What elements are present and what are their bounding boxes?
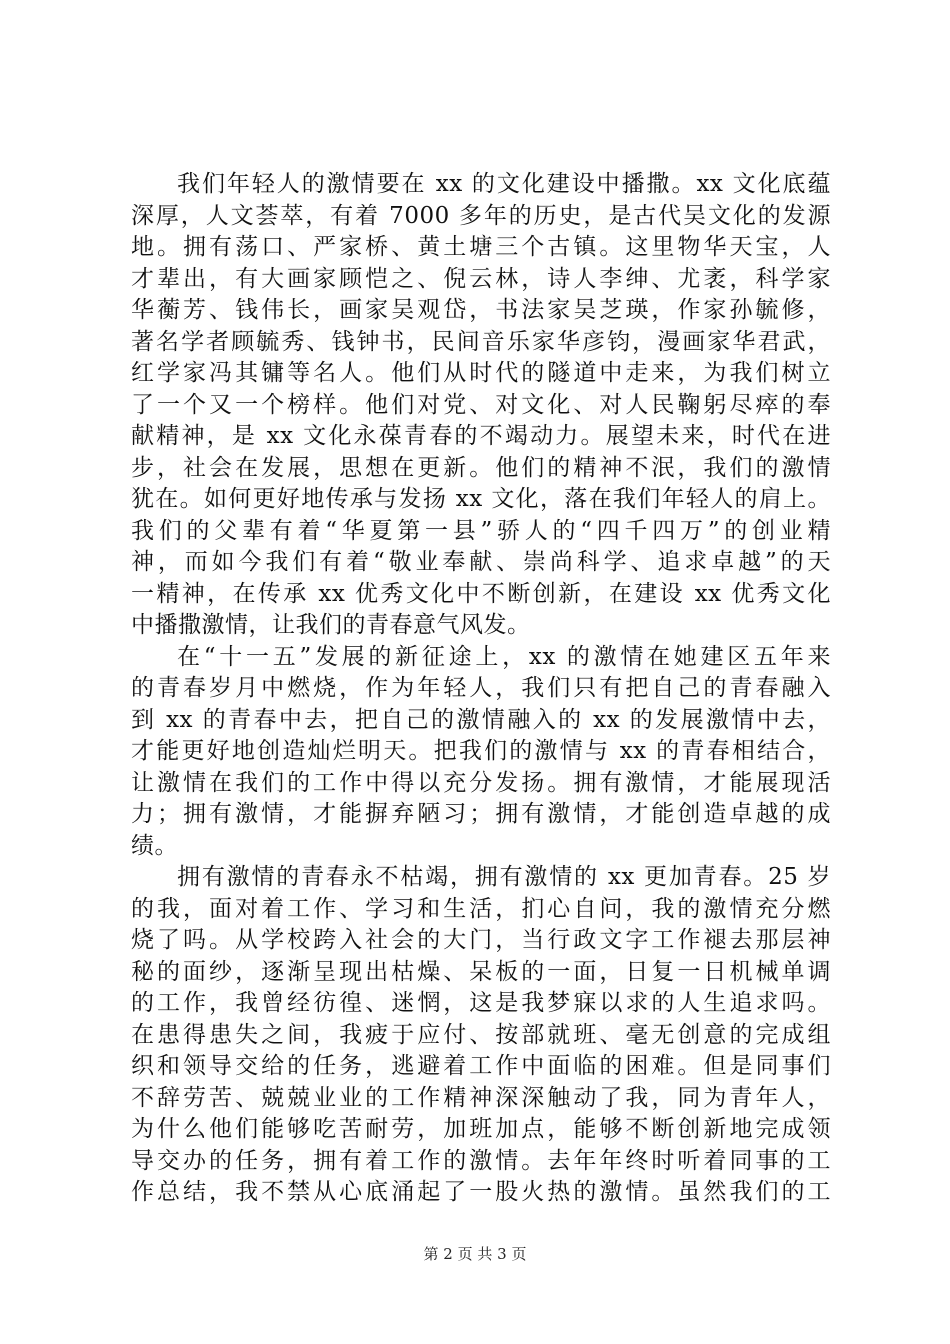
text-line: 绩。 [131,832,178,859]
text-line: 拥有激情的青春永不枯竭，拥有激情的 xx 更加青春。25 岁 [177,864,831,890]
text-line: 导交办的任务，拥有着工作的激情。去年年终时听着同事的工 [131,1147,831,1174]
text-line: 的我，面对着工作、学习和生活，扪心自问，我的激情充分燃 [131,895,831,922]
page-footer: 第 2 页 共 3 页 [423,1245,527,1263]
text-line: 在患得患失之间，我疲于应付、按部就班、毫无创意的完成组 [131,1021,831,1048]
text-line: 作总结，我不禁从心底涌起了一股火热的激情。虽然我们的工 [131,1179,831,1205]
text-line: 红学家冯其镛等名人。他们从时代的隧道中走来，为我们树立 [131,360,831,386]
text-line: 秘的面纱，逐渐呈现出枯燥、呆板的一面，日复一日机械单调 [131,958,831,985]
text-line: 著名学者顾毓秀、钱钟书，民间音乐家华彦钧，漫画家华君武， [131,328,831,355]
text-line: 的工作，我曾经彷徨、迷惘，这是我梦寐以求的人生追求吗。 [131,990,831,1016]
text-line: 的青春岁月中燃烧，作为年轻人，我们只有把自己的青春融入 [131,675,831,701]
text-line: 让激情在我们的工作中得以充分发扬。拥有激情，才能展现活 [131,769,831,796]
text-line: 织和领导交给的任务，逃避着工作中面临的困难。但是同事们 [131,1053,831,1079]
text-line: 才辈出，有大画家顾恺之、倪云林，诗人李绅、尤袤，科学家 [131,265,831,292]
text-line: 才能更好地创造灿烂明天。把我们的激情与 xx 的青春相结合， [131,738,831,764]
text-line: 地。拥有荡口、严家桥、黄土塘三个古镇。这里物华天宝，人 [131,234,831,260]
text-line: 在“十一五”发展的新征途上，xx 的激情在她建区五年来 [177,643,831,670]
text-line: 神，而如今我们有着“敬业奉献、崇尚科学、追求卓越”的天 [131,549,831,575]
text-line: 不辞劳苦、兢兢业业的工作精神深深触动了我，同为青年人， [131,1084,831,1111]
text-line: 深厚，人文荟萃，有着 7000 多年的历史，是古代吴文化的发源 [131,202,831,229]
text-line: 我们的父辈有着“华夏第一县”骄人的“四千四万”的创业精 [131,517,831,544]
text-line: 犹在。如何更好地传承与发扬 xx 文化，落在我们年轻人的肩上。 [131,486,831,512]
text-line: 到 xx 的青春中去，把自己的激情融入的 xx 的发展激情中去， [131,706,831,733]
text-line: 献精神，是 xx 文化永葆青春的不竭动力。展望未来，时代在进 [131,423,831,449]
body-text [131,169,831,1209]
text-line: 步，社会在发展，思想在更新。他们的精神不泯，我们的激情 [131,454,831,481]
text-line: 中播撒激情，让我们的青春意气风发。 [131,612,531,638]
text-line: 了一个又一个榜样。他们对党、对文化、对人民鞠躬尽瘁的奉 [131,391,831,418]
text-line: 烧了吗。从学校跨入社会的大门，当行政文字工作褪去那层神 [131,927,831,953]
text-line: 力；拥有激情，才能摒弃陋习；拥有激情，才能创造卓越的成 [131,801,831,827]
text-line: 一精神，在传承 xx 优秀文化中不断创新，在建设 xx 优秀文化 [131,580,831,607]
text-line: 为什么他们能够吃苦耐劳，加班加点，能够不断创新地完成领 [131,1116,831,1142]
text-line: 我们年轻人的激情要在 xx 的文化建设中播撒。xx 文化底蕴 [177,171,831,197]
text-line: 华蘅芳、钱伟长，画家吴观岱，书法家吴芝瑛，作家孙毓修， [131,297,831,323]
